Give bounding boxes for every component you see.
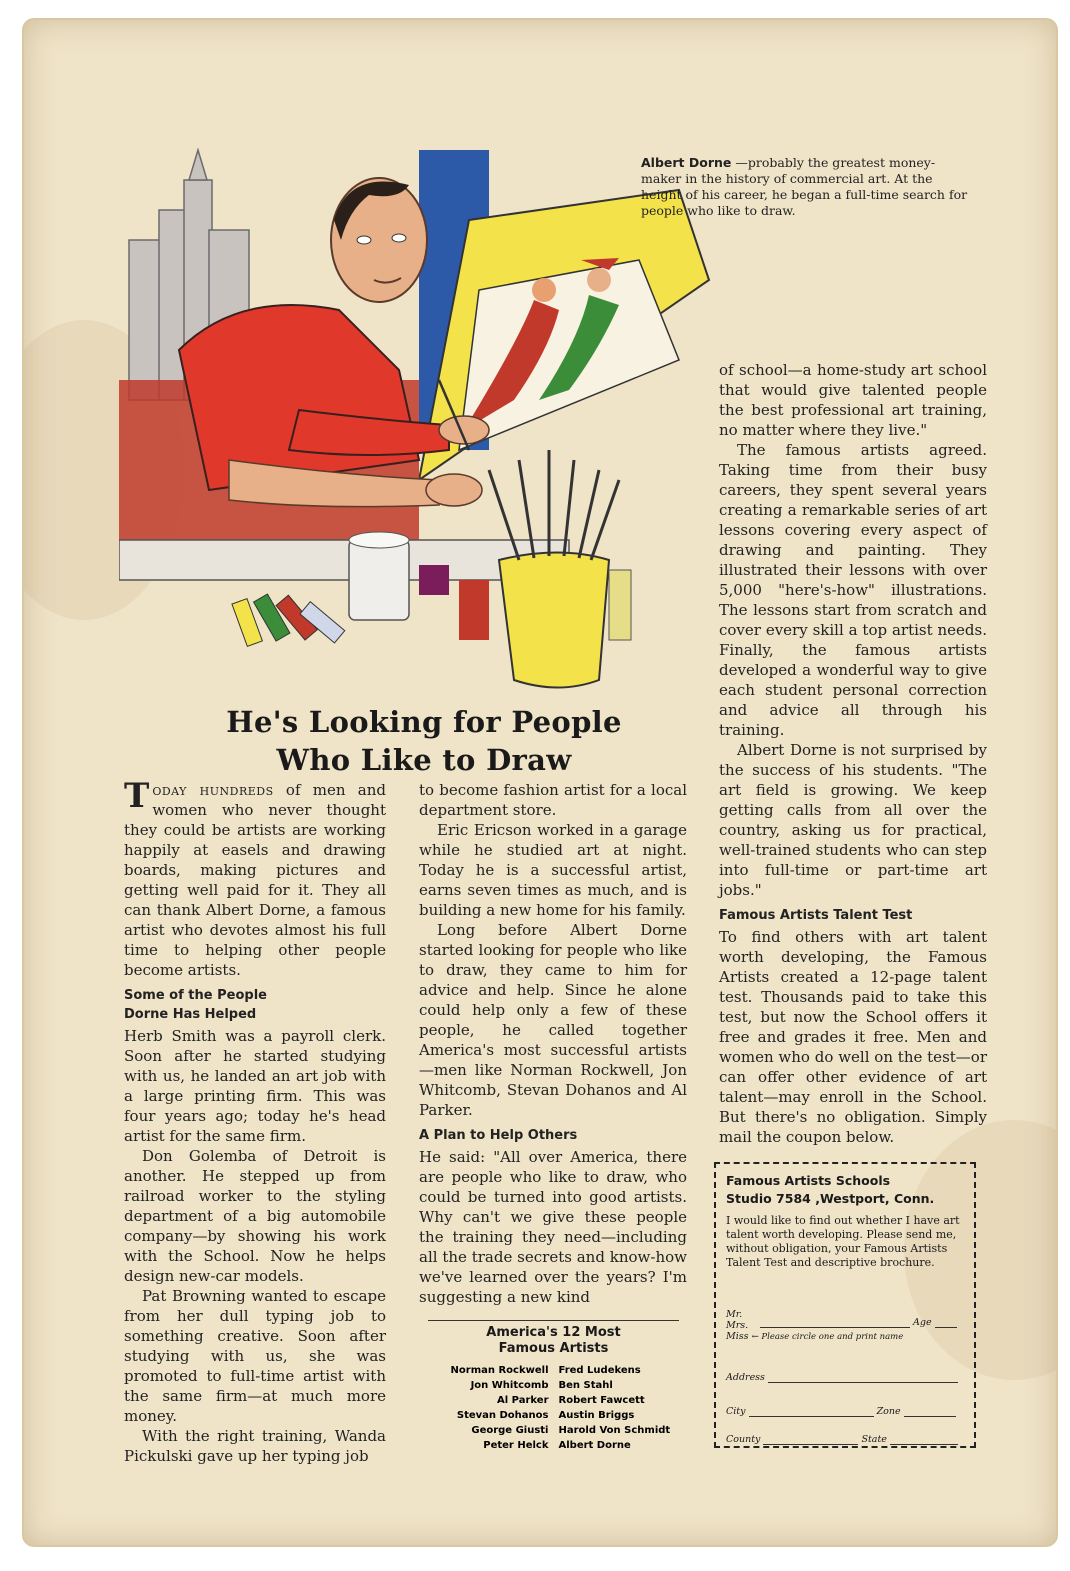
comic-back-cover <box>24 20 1056 1545</box>
list-title-line1: America's 12 Most <box>486 1325 621 1340</box>
headline-line1: He's Looking for People <box>226 705 622 739</box>
paragraph: He said: "All over America, there are people who like to draw, who could be turned into good artists. Why can't we give these people the training they need—including all the trade secrets and know-how we've learned over the years? I'm suggesting a new kind <box>419 1148 687 1306</box>
artist-name: Albert Dorne <box>558 1440 631 1451</box>
text-column-2 <box>419 780 687 1307</box>
zone-field[interactable] <box>904 1416 956 1417</box>
heading-line: Dorne Has Helped <box>124 1007 257 1022</box>
intro-text: of men and women who never thought they could be artists are working happily at easels and drawing boards, making pictures and getting well paid for it. They all can thank Albert Dorne, a famous artist who devotes almost his full time to helping other people become artists. <box>124 781 386 979</box>
artist-name: Austin Briggs <box>558 1410 635 1421</box>
artist-name: Ben Stahl <box>558 1380 613 1391</box>
paragraph: The famous artists agreed. Taking time from their busy careers, they spent several years creating a remarkable series of art lessons covering every aspect of drawing and painting. They illustrated their lessons with over 5,000 "here's-how" illustrations. The lessons start from scratch and cover every skill a top artist needs. Finally, the famous artists developed a wonderful way to give each student personal correction and advice all through his training. <box>719 441 987 739</box>
paragraph: Pat Browning wanted to escape from her dull typing job to something creative. Soon after studying with us, she was promoted to full-time artist with the same firm—at much more money. <box>124 1287 386 1425</box>
artist-name: Norman Rockwell <box>450 1365 549 1376</box>
divider <box>428 1320 679 1321</box>
heading-line: Some of the People <box>124 988 267 1003</box>
county-field[interactable] <box>763 1444 858 1445</box>
circle-note: Please circle one and print name <box>761 1332 904 1342</box>
paragraph: With the right training, Wanda Pickulski gave up her typing job <box>124 1427 386 1465</box>
artist-name: Harold Von Schmidt <box>558 1425 671 1436</box>
age-label: Age <box>913 1317 932 1328</box>
title-miss[interactable]: Miss <box>726 1331 749 1342</box>
city-label: City <box>726 1406 746 1417</box>
paragraph: to become fashion artist for a local department store. <box>419 781 687 819</box>
artist-name: Al Parker <box>497 1395 549 1406</box>
county-label: County <box>726 1434 761 1445</box>
artist-name: Stevan Dohanos <box>456 1410 549 1421</box>
illustration-caption <box>641 155 971 219</box>
coupon-school-name: Famous Artists Schools <box>726 1173 891 1188</box>
headline-line2: Who Like to Draw <box>276 743 572 777</box>
artist-name: Peter Helck <box>483 1440 549 1451</box>
paragraph: of school—a home-study art school that would give talented people the best professional art training, no matter where they live." <box>719 361 987 439</box>
paragraph: Don Golemba of Detroit is another. He stepped up from railroad worker to the styling department of a big automobile company—by showing his work with the School. Now he helps design new-car models. <box>124 1147 386 1285</box>
list-title-line2: Famous Artists <box>498 1341 609 1356</box>
address-field[interactable] <box>768 1382 958 1383</box>
coupon-address: Studio 7584 ,Westport, Conn. <box>726 1191 935 1206</box>
county-row[interactable] <box>726 1434 966 1445</box>
artist-name: Robert Fawcett <box>558 1395 645 1406</box>
famous-artists-list <box>416 1320 691 1453</box>
coupon-body: I would like to find out whether I have art talent worth developing. Please send me, without obligation, your Famous Artists Talent Test and descriptive brochure. <box>726 1214 960 1269</box>
albert-dorne-illustration <box>119 140 719 700</box>
ad-headline <box>184 703 664 779</box>
section-heading-helped <box>124 986 386 1024</box>
address-row[interactable] <box>726 1372 966 1383</box>
text-column-1 <box>124 776 386 1466</box>
artist-names-grid <box>416 1363 691 1453</box>
mail-coupon[interactable] <box>714 1162 976 1448</box>
lead-smallcaps: oday hundreds <box>152 781 274 799</box>
title-mr[interactable]: Mr. <box>726 1309 743 1320</box>
artist-name: Jon Whitcomb <box>470 1380 549 1391</box>
city-row[interactable] <box>726 1406 966 1417</box>
section-heading-plan: A Plan to Help Others <box>419 1128 578 1143</box>
address-label: Address <box>726 1372 765 1383</box>
caption-text: —probably the greatest money-maker in the history of commercial art. At the height of his career, he began a full-time search for people who like to draw. <box>641 155 968 218</box>
paragraph: Long before Albert Dorne started looking for people who like to draw, they came to him for advice and help. Since he alone could help only a few of these people, he called together America's most successful artists —men like Norman Rockwell, Jon Whitcomb, Stevan Dohanos and Al Parker. <box>419 921 687 1119</box>
title-mrs[interactable]: Mrs. <box>726 1320 749 1331</box>
paragraph: Eric Ericson worked in a garage while he studied art at night. Today he is a successful artist, earns seven times as much, and is building a new home for his family. <box>419 821 687 919</box>
name-field-row[interactable]: Mr. Mrs. Miss ← Please circle one and print name Age <box>726 1309 966 1343</box>
easel-painting <box>459 258 679 450</box>
section-heading-talent-test: Famous Artists Talent Test <box>719 908 913 923</box>
artist-name: Fred Ludekens <box>558 1365 641 1376</box>
name-field[interactable] <box>760 1327 910 1328</box>
city-field[interactable] <box>749 1416 874 1417</box>
caption-name: Albert Dorne <box>641 155 732 170</box>
text-column-3 <box>719 360 987 1147</box>
paragraph: To find others with art talent worth developing, the Famous Artists created a 12-page talent test. Thousands paid to take this test, but now the School offers it free and grades it free. Men and women who do well on the test—or can offer other evidence of art talent—may enroll in the School. But there's no obligation. Simply mail the coupon below. <box>719 928 987 1146</box>
artist-name: George Giusti <box>471 1425 549 1436</box>
state-label: State <box>861 1434 887 1445</box>
drop-cap: T <box>124 776 150 816</box>
zone-label: Zone <box>876 1406 901 1417</box>
paragraph: Herb Smith was a payroll clerk. Soon after he started studying with us, he landed an art job with a large printing firm. This was four years ago; today he's head artist for the same firm. <box>124 1027 386 1145</box>
paragraph: Albert Dorne is not surprised by the success of his students. "The art field is growing. We keep getting calls from all over the country, asking us for practical, well-trained students who can step into full-time or part-time art jobs." <box>719 741 987 899</box>
state-field[interactable] <box>890 1444 958 1445</box>
age-field[interactable] <box>935 1327 957 1328</box>
intro-paragraph <box>124 776 386 980</box>
